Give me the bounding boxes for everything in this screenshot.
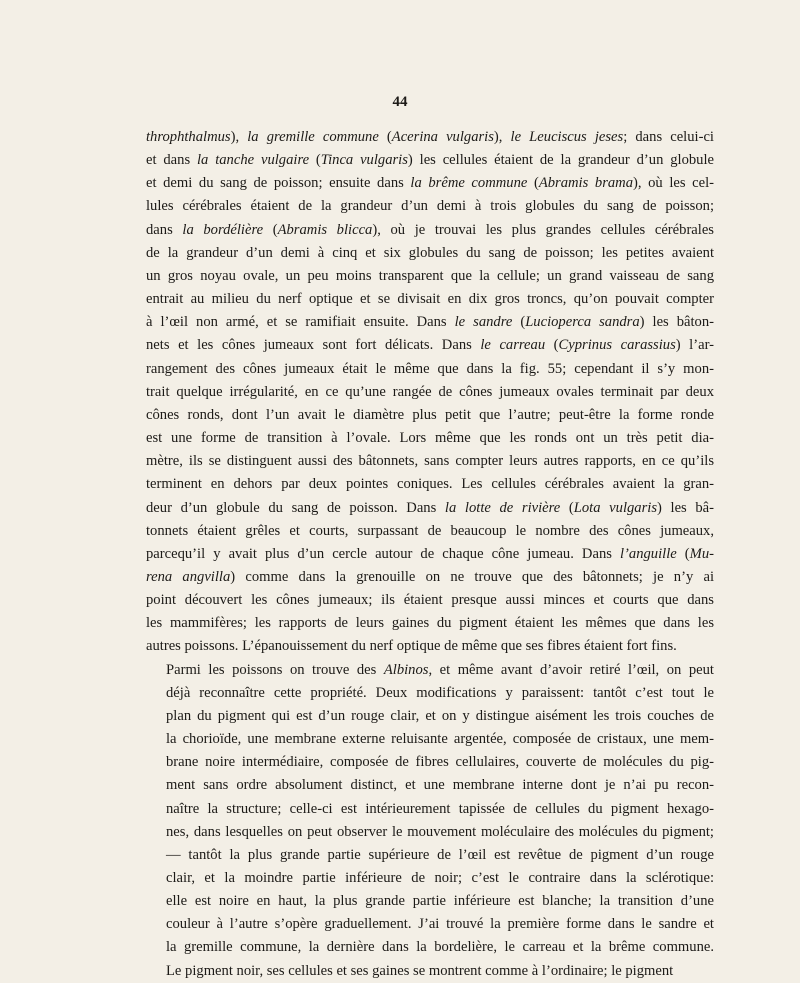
paragraph-1-line: throphthalmus), la gremille commune (Acerina vulgaris), le Leuciscus jeses; dans celui-ci — [146, 129, 714, 145]
paragraph-2-line: la gremille commune, la dernière dans la bordelière, le carreau et la brême commune. — [166, 939, 714, 956]
paragraph-2-line: plan du pigment qui est d’un rouge clair, et on y distingue aisément les trois couches de — [166, 707, 714, 724]
paragraph-2-line: nes, dans lesquelles on peut observer le mouvement moléculaire des molécules du pigment; — [166, 823, 714, 840]
paragraph-1-line: entrait au milieu du nerf optique et se divisait en dix gros troncs, qu’on pouvait compter — [146, 291, 714, 308]
paragraph-2-line: Parmi les poissons on trouve des Albinos, et même avant d’avoir retiré l’œil, on peut — [166, 661, 714, 678]
paragraph-2-line: déjà reconnaître cette propriété. Deux modifications y paraissent: tantôt c’est tout le — [166, 684, 714, 701]
paragraph-2-line: ment sans ordre absolument distinct, et une membrane interne dont je n’ai pu recon- — [166, 777, 714, 794]
body-text — [146, 126, 714, 983]
paragraph-1-line: mètre, ils se distinguent aussi des bâtonnets, sans compter leurs autres rapports, en ce qu’ils — [146, 453, 714, 470]
paragraph-2-line: — tantôt la plus grande partie supérieure de l’œil est revêtue de pigment d’un rouge — [166, 846, 714, 863]
paragraph-1 — [146, 126, 714, 659]
paragraph-1-line: tonnets étaient grêles et courts, surpassant de beaucoup le nombre des cônes jumeaux, — [146, 522, 714, 539]
paragraph-1-line: cônes ronds, dont l’un avait le diamètre plus petit que l’autre; peut-être la forme ronde — [146, 406, 714, 423]
page-number: 44 — [392, 94, 408, 110]
paragraph-1-line: terminent en dehors par deux pointes coniques. Les cellules cérébrales avaient la gran- — [146, 476, 714, 493]
paragraph-2 — [146, 659, 714, 983]
paragraph-1-line: et dans la tanche vulgaire (Tinca vulgaris) les cellules étaient de la grandeur d’un globule — [146, 152, 714, 169]
paragraph-1-line: parcequ’il y avait plus d’un cercle autour de chaque cône jumeau. Dans l’anguille (Mu- — [146, 545, 714, 562]
paragraph-1-line: rangement des cônes jumeaux était le même que dans la fig. 55; cependant il s’y mon- — [146, 360, 714, 377]
paragraph-1-line: lules cérébrales étaient de la grandeur d’un demi à trois globules du sang de poisson; — [146, 198, 714, 215]
paragraph-1-line: trait quelque irrégularité, en ce qu’une rangée de cônes jumeaux ovales terminait par deux — [146, 383, 714, 400]
paragraph-1-line: dans la bordélière (Abramis blicca), où je trouvai les plus grandes cellules cérébrales — [146, 221, 714, 238]
paragraph-1-line: et demi du sang de poisson; ensuite dans la brême commune (Abramis brama), où les cel- — [146, 175, 715, 192]
paragraph-1-line: un gros noyau ovale, un peu moins transparent que la cellule; un grand vaisseau de sang — [146, 267, 714, 284]
paragraph-2-line: clair, et la moindre partie inférieure de noir; c’est le contraire dans la sclérotique: — [166, 870, 714, 886]
paragraph-1-line: nets et les cônes jumeaux sont fort délicats. Dans le carreau (Cyprinus carassius) l’ar- — [146, 337, 715, 354]
paragraph-2-line: naître la structure; celle-ci est intérieurement tapissée de cellules du pigment hexago- — [166, 800, 714, 817]
paragraph-1-line: deur d’un globule du sang de poisson. Dans la lotte de rivière (Lota vulgaris) les bâ- — [146, 499, 714, 516]
paragraph-1-line: autres poissons. L’épanouissement du nerf optique de même que ses fibres étaient fort fins. — [146, 638, 677, 655]
paragraph-1-line: à l’œil non armé, et se ramifiait ensuite. Dans le sandre (Lucioperca sandra) les bâton- — [146, 314, 714, 331]
paragraph-1-line: de la grandeur d’un demi à cinq et six globules du sang de poisson; les petites avaient — [146, 244, 714, 261]
paragraph-2-line: brane noire intermédiaire, composée de fibres cellulaires, couverte de molécules du pig- — [166, 754, 714, 771]
paragraph-2-line: la chorioïde, une membrane externe reluisante argentée, composée de cristaux, une mem- — [166, 731, 714, 748]
paragraph-1-line: est une forme de transition à l’ovale. Lors même que les ronds ont un très petit dia- — [146, 430, 714, 447]
paragraph-2-line: elle est noire en haut, la plus grande partie inférieure est blanche; la transition d’une — [166, 893, 714, 910]
paragraph-1-line: rena angvilla) comme dans la grenouille on ne trouve que des bâtonnets; je n’y ai — [146, 568, 715, 585]
paragraph-2-line: couleur à l’autre s’opère graduellement. J’ai trouvé la première forme dans le sandre et — [166, 916, 714, 933]
paragraph-1-line: point découvert les cônes jumeaux; ils étaient presque aussi minces et courts que dans — [146, 592, 714, 609]
paragraph-1-line: les mammifères; les rapports de leurs gaines du pigment étaient les mêmes que dans les — [146, 615, 714, 632]
paragraph-2-line: Le pigment noir, ses cellules et ses gaines se montrent comme à l’ordinaire; le pigment — [166, 962, 674, 979]
